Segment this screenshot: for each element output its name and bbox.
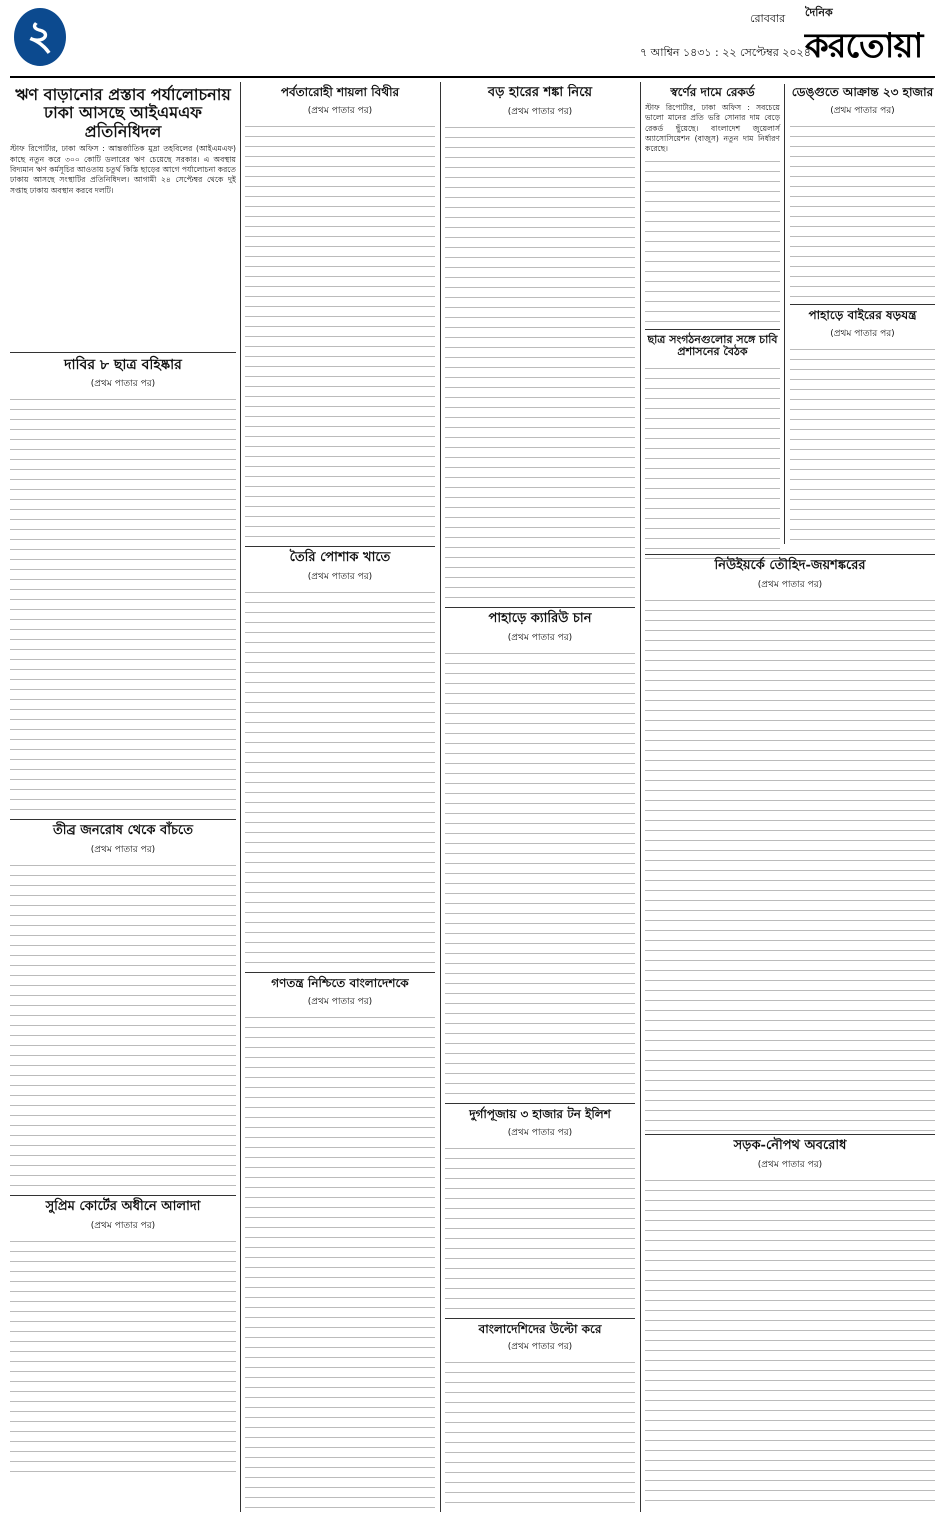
body-dabi-text-lines <box>10 393 236 813</box>
headline-gonotontro: গণতন্ত্র নিশ্চিতে বাংলাদেশকে <box>271 975 409 990</box>
sub-newyork: (প্রথম পাতার পর) <box>757 579 823 590</box>
sub-column-divider <box>784 84 785 544</box>
sub-pahar-bairer: (প্রথম পাতার পর) <box>830 328 895 339</box>
sub-dengue: (প্রথম পাতার পর) <box>830 105 895 116</box>
column-divider <box>440 82 441 1512</box>
column-3 <box>445 84 635 1509</box>
headline-pahar-chand: পাহাড়ে ক্যারিউ চান <box>488 610 592 626</box>
article-jail <box>10 819 236 1189</box>
column-2 <box>245 84 435 1509</box>
body-supreme-text-lines <box>10 1235 236 1475</box>
sub-jail: (প্রথম পাতার পর) <box>90 845 156 856</box>
sub-parbatya: (প্রথম পাতার পর) <box>307 105 373 116</box>
article-gonotontro <box>245 972 435 1509</box>
sub-sorok: (প্রথম পাতার পর) <box>757 1159 823 1170</box>
sub-supreme: (প্রথম পাতার পর) <box>90 1221 156 1232</box>
body-bangladeshider-text-lines <box>445 1356 635 1506</box>
body-pahar-chand-text-lines <box>445 647 635 1097</box>
masthead-small: দৈনিক <box>805 6 833 19</box>
headline-dengue: ডেঙ্গুতে আক্রান্ত ২৩ হাজার <box>791 85 934 99</box>
headline-sorok: সড়ক-নৌপথ অবরোধ <box>733 1138 847 1153</box>
article-pahar-chand <box>445 607 635 1097</box>
article-swarna <box>645 84 780 562</box>
sub-bangladeshider: (প্রথম পাতার পর) <box>507 1342 573 1353</box>
headline-swarna: স্বর্ণের দামে রেকর্ড <box>670 85 755 99</box>
body-pahar-bairer-text-lines <box>790 343 935 543</box>
article-parbatya <box>245 86 435 540</box>
headline-durgapuja: দুর্গাপূজায় ৩ হাজার টন ইলিশ <box>469 1106 611 1121</box>
body-sorok-text-lines <box>645 1174 935 1509</box>
article-dengue <box>790 84 935 543</box>
article-supreme <box>10 1195 236 1475</box>
article-pahar-bairer <box>790 304 935 543</box>
body-gonotontro-text-lines <box>245 1011 435 1509</box>
body-barhar-text-lines <box>445 121 635 601</box>
headline-poshak: তৈরি পোশাক খাতে <box>289 549 391 565</box>
headline-dabi: দাবির ৮ ছাত্র বহিষ্কার <box>64 357 182 374</box>
body-imf: স্টাফ রিপোর্টার, ঢাকা অফিস : আন্তর্জাতিক মুদ্রা তহবিলের (আইএমএফ) কাছে নতুন করে ৩০০ কোটি ডলারের ঋণ চেয়েছে সরকার। এ অবস্থায় বিদ্যমান ঋণ কর্মসূচির আওতায় চতুর্থ কিস্তি ছাড়ের আগে পর্যালোচনা করতে ঢাকায় আসছে সংস্থাটির প্রতিনিধিদল। আগামী ২৪ সেপ্টেম্বর থেকে দুই সপ্তাহ ঢাকায় অবস্থান করবে দলটি। <box>10 144 236 195</box>
body-jail-text-lines <box>10 859 236 1189</box>
article-durgapuja <box>445 1103 635 1312</box>
headline-chhatra: ছাত্র সংগঠনগুলোর সঙ্গে চাবি প্রশাসনের বৈঠক <box>647 332 778 359</box>
headline-barhar: বড় হারের শঙ্কা নিয়ে <box>487 85 593 100</box>
page-header <box>0 0 945 78</box>
sub-barhar: (প্রথম পাতার পর) <box>507 106 573 117</box>
article-poshak <box>245 546 435 966</box>
date-line: ৭ আশ্বিন ১৪৩১ : ২২ সেপ্টেম্বর ২০২৪ <box>640 46 811 59</box>
column-divider <box>640 82 641 1512</box>
headline-imf: ঋণ বাড়ানোর প্রস্তাব পর্যালোচনায় ঢাকা আসছে আইএমএফ প্রতিনিধিদল <box>15 85 231 141</box>
headline-pahar-bairer: পাহাড়ে বাইরের ষড়যন্ত্র <box>808 307 917 322</box>
masthead-name: করতোয়া <box>805 26 923 66</box>
body-swarna-text-lines <box>645 155 780 325</box>
body-newyork-text-lines <box>645 594 935 1134</box>
article-dabi <box>10 352 236 813</box>
article-bangladeshider <box>445 1318 635 1507</box>
headline-bangladeshider: বাংলাদেশিদের উল্টো করে <box>478 1321 602 1336</box>
sub-dabi: (প্রথম পাতার পর) <box>90 379 156 390</box>
article-chhatra <box>645 329 780 562</box>
header-rule <box>10 76 935 78</box>
body-durgapuja-text-lines <box>445 1142 635 1312</box>
body-dengue-text-lines <box>790 120 935 300</box>
column-1 <box>10 84 236 1509</box>
headline-parbatya: পর্বতারোহী শায়লা বিথীর <box>280 85 400 99</box>
column-divider <box>240 82 241 1512</box>
body-swarna: স্টাফ রিপোর্টার, ঢাকা অফিস : সবচেয়ে ভালো মানের প্রতি ভরি সোনার দাম বেড়ে রেকর্ড ছুঁয়েছে। বাংলাদেশ জুয়েলার্স অ্যাসোসিয়েশন (বাজুস) নতুন দাম নির্ধারণ করেছে। <box>645 102 780 154</box>
headline-jail: তীব্র জনরোষ থেকে বাঁচতে <box>52 823 193 839</box>
headline-supreme: সুপ্রিম কোর্টের অধীনে আলাদা <box>45 1199 201 1215</box>
body-parbatya-text-lines <box>245 120 435 540</box>
headline-newyork: নিউইয়র্কে তৌহিদ-জয়শঙ্করের <box>714 558 866 573</box>
day-name: রোববার <box>750 12 786 25</box>
column-4 <box>645 84 935 1509</box>
body-poshak-text-lines <box>245 586 435 966</box>
body-chhatra-text-lines <box>645 362 780 562</box>
article-imf <box>10 86 236 346</box>
sub-pahar-chand: (প্রথম পাতার পর) <box>507 632 573 643</box>
body-imf-continued <box>10 196 236 346</box>
article-barhar <box>445 86 635 601</box>
article-sorok <box>645 1134 935 1509</box>
sub-durgapuja: (প্রথম পাতার পর) <box>507 1127 573 1138</box>
sub-gonotontro: (প্রথম পাতার পর) <box>307 996 373 1007</box>
masthead-logo <box>805 4 939 70</box>
sub-poshak: (প্রথম পাতার পর) <box>307 571 373 582</box>
page-number-badge: ২ <box>14 8 66 66</box>
article-newyork <box>645 554 935 1134</box>
